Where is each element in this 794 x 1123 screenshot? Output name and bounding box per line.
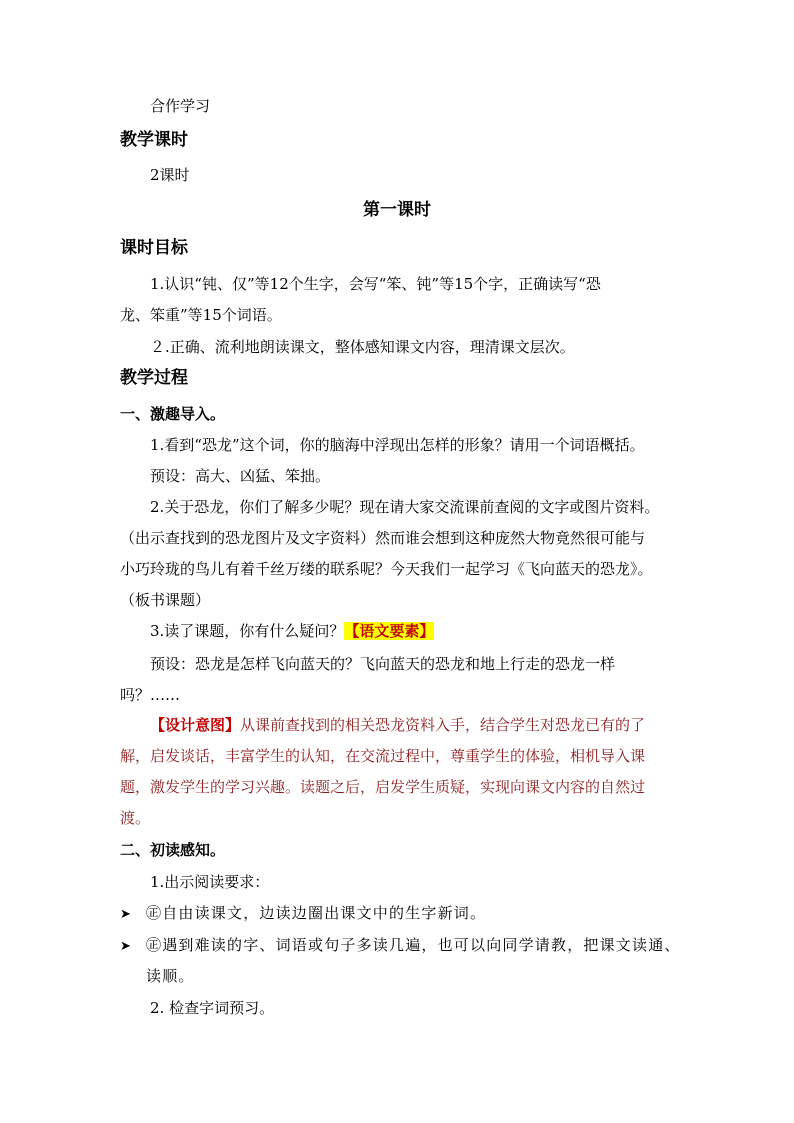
- paragraph-line: （出示查找到的恐龙图片及文字资料）然而谁会想到这种庞然大物竟然很可能与: [120, 529, 646, 547]
- paragraph-line: （板书课题）: [120, 591, 211, 609]
- paragraph-line: [150, 621, 434, 641]
- list-item: [120, 935, 681, 957]
- arrow-bullet-icon: ➤: [120, 907, 133, 922]
- design-intent-line: [150, 715, 645, 735]
- list-item-text: ㊣遇到难读的字、词语或句子多读几遍，也可以向同学请教，把课文读通、: [146, 936, 681, 954]
- language-element-tag: 【语文要素】: [344, 622, 435, 640]
- paragraph-line: 吗？……: [120, 686, 181, 704]
- subsection-heading: 一、激趣导入。: [120, 405, 226, 423]
- paragraph-line: 2.关于恐龙，你们了解多少呢？现在请大家交流课前查阅的文字或图片资料。: [150, 498, 660, 516]
- text-line: 合作学习: [150, 97, 211, 115]
- list-item-text: ㊣自由读课文，边读边圈出课文中的生字新词。: [146, 904, 487, 922]
- section-heading-teaching-hours: 教学课时: [120, 130, 188, 150]
- design-intent-line: 解，启发谈话，丰富学生的认知，在交流过程中，尊重学生的体验，相机导入课: [120, 747, 646, 765]
- paragraph-line: 2. 检查字词预习。: [150, 999, 275, 1017]
- paragraph-line: 小巧玲珑的鸟儿有着千丝万缕的联系呢？今天我们一起学习《飞向蓝天的恐龙》。: [120, 560, 653, 578]
- list-item: [120, 903, 486, 925]
- design-intent-text: 从课前查找到的相关恐龙资料入手，结合学生对恐龙已有的了: [240, 716, 646, 734]
- section-heading-process: 教学过程: [120, 368, 188, 388]
- goal-line: ２.正确、流利地朗读课文，整体感知课文内容，理清课文层次。: [150, 338, 575, 356]
- design-intent-line: 渡。: [120, 809, 151, 827]
- paragraph-line: 预设：高大、凶猛、笨拙。: [150, 467, 331, 485]
- subsection-heading: 二、初读感知。: [120, 841, 226, 859]
- goal-line: 1.认识“钝、仅”等12个生字，会写“笨、钝”等15个字，正确读写“恐: [150, 275, 601, 293]
- lesson-title: 第一课时: [363, 200, 431, 220]
- design-intent-tag: 【设计意图】: [150, 716, 241, 734]
- design-intent-line: 题，激发学生的学习兴趣。读题之后，启发学生质疑，实现向课文内容的自然过: [120, 778, 646, 796]
- arrow-bullet-icon: ➤: [120, 939, 133, 954]
- list-item-continuation: 读顺。: [146, 967, 195, 985]
- text-line: 2课时: [150, 166, 190, 184]
- question-text: 3.读了课题，你有什么疑问？: [150, 622, 345, 640]
- section-heading-goals: 课时目标: [120, 238, 188, 258]
- goal-line: 龙、笨重”等15个词语。: [120, 306, 282, 324]
- paragraph-line: 1.看到“恐龙”这个词，你的脑海中浮现出怎样的形象？请用一个词语概括。: [150, 436, 645, 454]
- paragraph-line: 1.出示阅读要求：: [150, 873, 270, 891]
- paragraph-line: 预设：恐龙是怎样飞向蓝天的？飞向蓝天的恐龙和地上行走的恐龙一样: [150, 655, 616, 673]
